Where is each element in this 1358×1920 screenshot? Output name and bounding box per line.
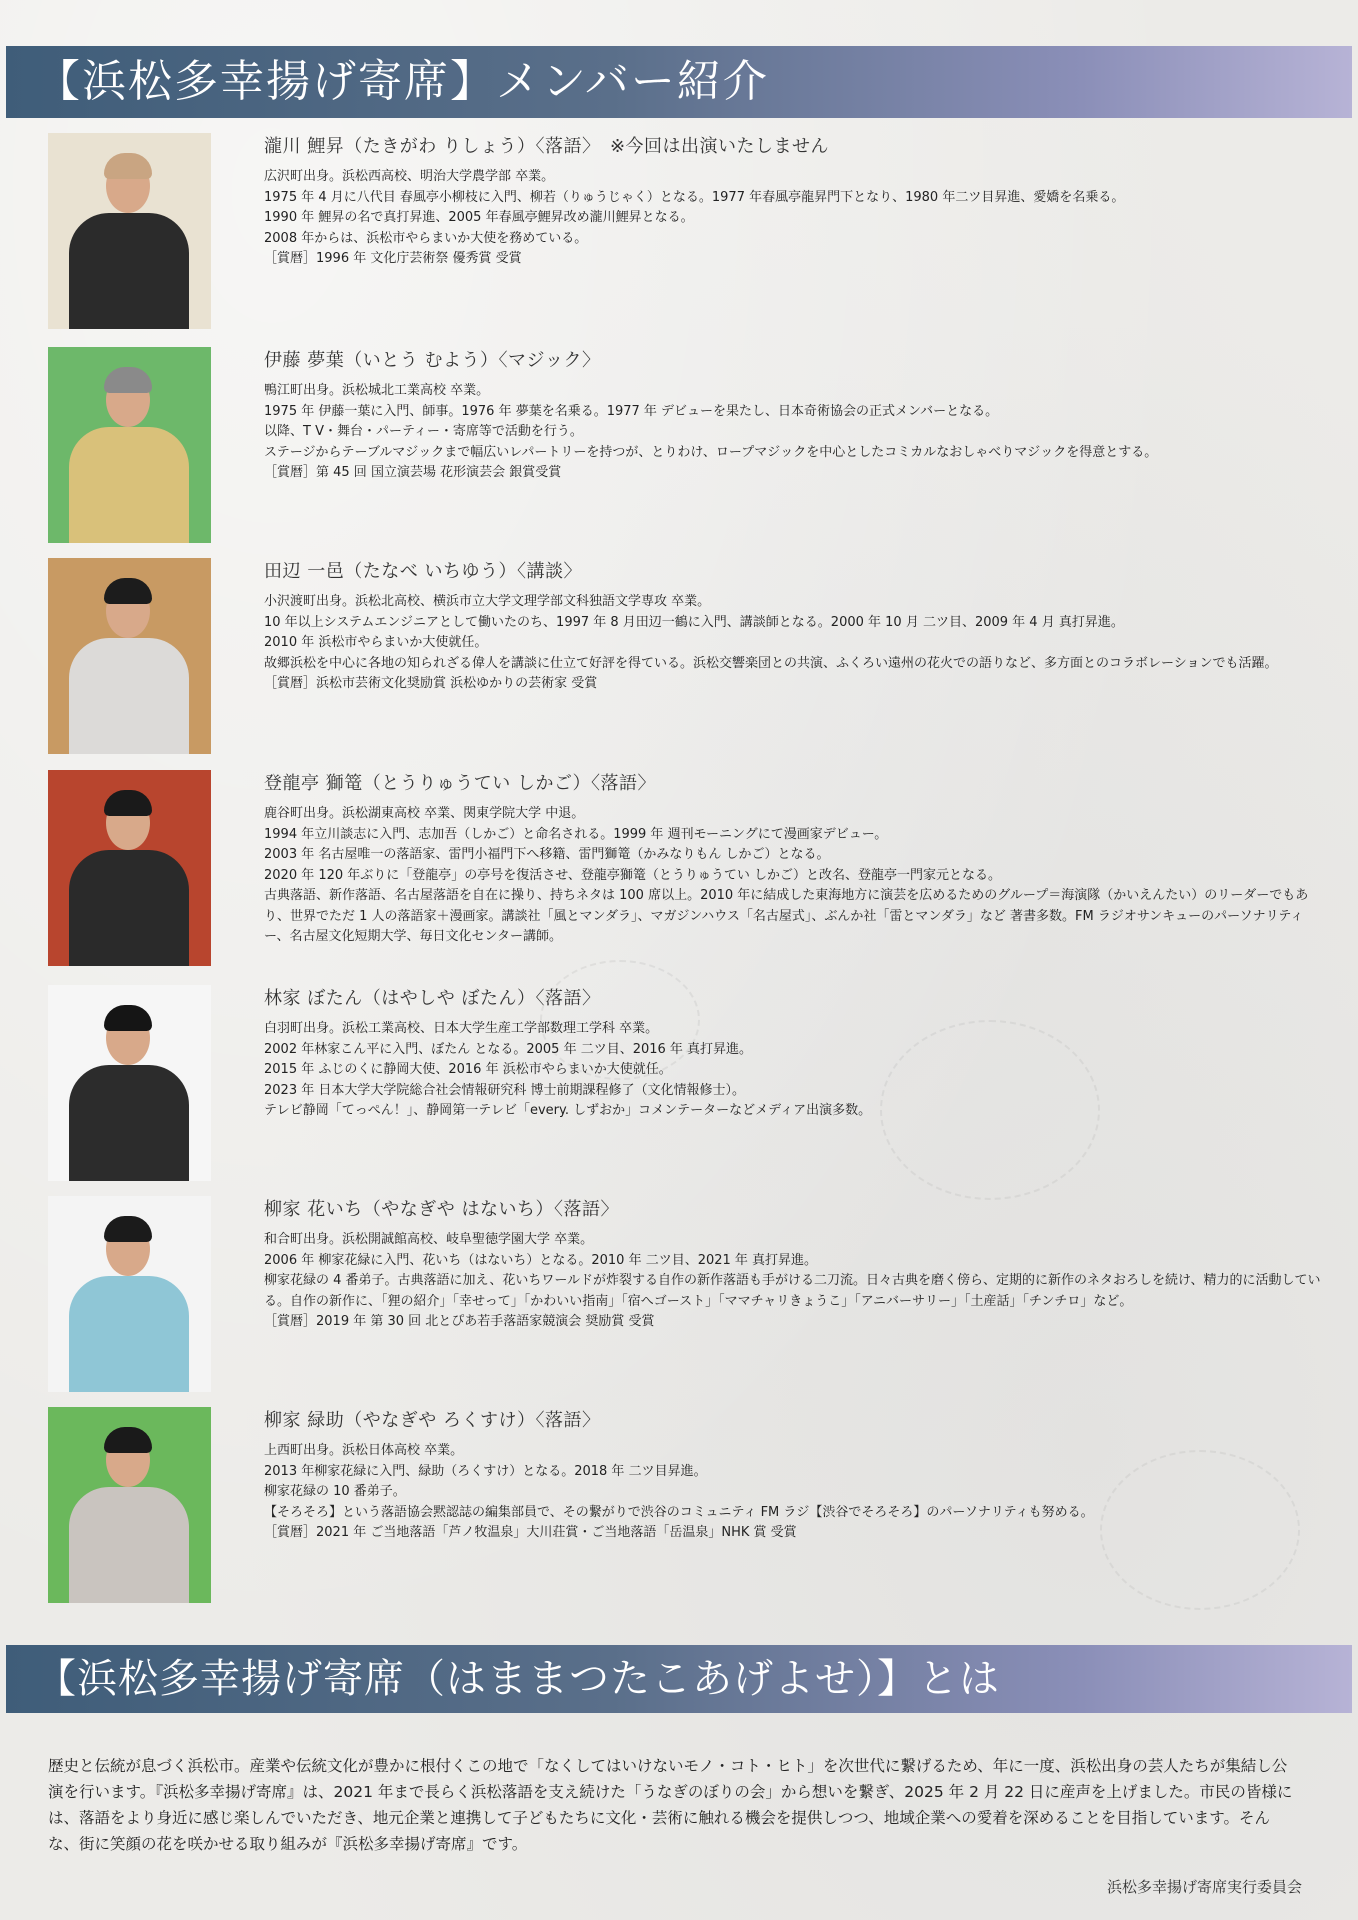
member-name: 林家 ぼたん（はやしや ぼたん）〈落語〉 <box>264 988 601 1009</box>
bio-line: 小沢渡町出身。浜松北高校、横浜市立大学文理学部文科独語文学専攻 卒業。 <box>264 594 711 609</box>
bio-line: 2020 年 120 年ぶりに「登龍亭」の亭号を復活させ、登龍亭獅篭（とうりゅうてい しかご）と改名、登龍亭一門家元となる。 <box>264 867 1002 883</box>
photo-figure-body <box>69 1065 189 1181</box>
bio-line: 上西町出身。浜松日体高校 卒業。 <box>264 1443 464 1458</box>
bio-line: 柳家花緑の 4 番弟子。古典落語に加え、花いちワールドが炸裂する自作の新作落語も手がける二刀流。日々古典を磨く傍ら、定期的に新作のネタおろしを続け、精力的に活動している。自作の新作に、「狸の紹介」「幸せって」「かわいい指南」「宿へゴースト」「ママチャリきょうこ」「アニバーサリー」「土産話」「チンチロ」など。 <box>264 1273 1321 1309</box>
member-name: 伊藤 夢葉（いとう むよう）〈マジック〉 <box>264 350 601 371</box>
bio-line: 2013 年柳家花緑に入門、緑助（ろくすけ）となる。2018 年 二ツ目昇進。 <box>264 1463 707 1479</box>
bio-line: 10 年以上システムエンジニアとして働いたのち、1997 年 8 月田辺一鶴に入門、講談師となる。2000 年 10 月 二ツ目、2009 年 4 月 真打昇進。 <box>264 614 1124 630</box>
member-info <box>264 347 1328 484</box>
section-title-members: 【浜松多幸揚げ寄席】メンバー紹介 <box>6 46 1352 118</box>
photo-figure-hair <box>104 578 152 604</box>
member-photo <box>48 347 211 543</box>
bio-line: 2002 年林家こん平に入門、ぼたん となる。2005 年 二ツ目、2016 年 真打昇進。 <box>264 1041 753 1057</box>
member-entry <box>48 770 1328 970</box>
bio-line: ［賞暦］浜松市芸術文化奨励賞 浜松ゆかりの芸術家 受賞 <box>264 676 598 691</box>
member-entry <box>48 133 1328 333</box>
bio-line: 2023 年 日本大学大学院総合社会情報研究科 博士前期課程修了（文化情報修士）。 <box>264 1082 745 1098</box>
member-entry <box>48 1407 1328 1607</box>
member-name: 田辺 一邑（たなべ いちゆう）〈講談〉 <box>264 561 582 582</box>
bio-line: 鴨江町出身。浜松城北工業高校 卒業。 <box>264 383 490 398</box>
photo-figure-hair <box>104 790 152 816</box>
member-photo <box>48 985 211 1181</box>
bio-line: 1994 年立川談志に入門、志加吾（しかご）と命名される。1999 年 週刊モーニングにて漫画家デビュー。 <box>264 826 888 842</box>
member-entry <box>48 985 1328 1185</box>
member-info <box>264 770 1328 948</box>
committee-signature: 浜松多幸揚げ寄席実行委員会 <box>1106 1878 1302 1896</box>
about-text: 歴史と伝統が息づく浜松市。産業や伝統文化が豊かに根付くこの地で「なくしてはいけないモノ・コト・ヒト」を次世代に繋げるため、年に一度、浜松出身の芸人たちが集結し公演を行います。『浜松多幸揚げ寄席』は、2021 年まで長らく浜松落語を支え続けた「うなぎのぼりの会」から想いを繋ぎ、2025 年 2 月 22 日に産声を上げました。市民の皆様には、落語をより身近に感じ楽しんでいただき、地元企業と連携して子どもたちに文化・芸術に触れる機会を提供しつつ、地域企業への愛着を深めることを目指しています。そんな、街に笑顔の花を咲かせる取り組みが『浜松多幸揚げ寄席』です。 <box>48 1757 1293 1853</box>
member-bio <box>264 1441 1328 1544</box>
member-photo <box>48 1407 211 1603</box>
bio-line: ［賞暦］第 45 回 国立演芸場 花形演芸会 銀賞受賞 <box>264 465 562 480</box>
photo-figure-body <box>69 427 189 543</box>
bio-line: 2006 年 柳家花緑に入門、花いち（はないち）となる。2010 年 二ツ目、2021 年 真打昇進。 <box>264 1252 818 1268</box>
bio-line: 以降、T V・舞台・パーティー・寄席等で活動を行う。 <box>264 424 583 439</box>
photo-figure-body <box>69 850 189 966</box>
bio-line: 【そろそろ】という落語協会黙認誌の編集部員で、その繋がりで渋谷のコミュニティ FM ラジ【渋谷でそろそろ】のパーソナリティも努める。 <box>264 1504 1094 1520</box>
member-info <box>264 558 1328 695</box>
bio-line: テレビ静岡「てっぺん！」、静岡第一テレビ「every. しずおか」コメンテーターなどメディア出演多数。 <box>264 1103 872 1118</box>
bio-line: 2008 年からは、浜松市やらまいか大使を務めている。 <box>264 230 588 246</box>
section-title-about: 【浜松多幸揚げ寄席（はままつたこあげよせ）】とは <box>6 1645 1352 1713</box>
bio-line: ［賞暦］1996 年 文化庁芸術祭 優秀賞 受賞 <box>264 251 522 266</box>
bio-line: 1975 年 4 月に八代目 春風亭小柳枝に入門、柳若（りゅうじゃく）となる。1977 年春風亭龍昇門下となり、1980 年二ツ目昇進、愛嬌を名乗る。 <box>264 189 1125 205</box>
member-bio <box>264 592 1328 695</box>
member-info <box>264 1196 1328 1333</box>
photo-figure-body <box>69 638 189 754</box>
member-name: 柳家 花いち（やなぎや はないち）〈落語〉 <box>264 1199 619 1220</box>
photo-figure-body <box>69 1487 189 1603</box>
bio-line: 1975 年 伊藤一葉に入門、師事。1976 年 夢葉を名乗る。1977 年 デビューを果たし、日本奇術協会の正式メンバーとなる。 <box>264 403 999 419</box>
bio-line: 古典落語、新作落語、名古屋落語を自在に操り、持ちネタは 100 席以上。2010 年に結成した東海地方に演芸を広めるためのグループ＝海演隊（かいえんたい）のリーダーでもあり、世界でただ 1 人の落語家＋漫画家。講談社「風とマンダラ」、マガジンハウス「名古屋式」、ぶんか社「雷とマンダラ」など 著書多数。FM ラジオサンキューのパーソナリティー、名古屋文化短期大学、毎日文化センター講師。 <box>264 888 1309 944</box>
member-name: 柳家 緑助（やなぎや ろくすけ）〈落語〉 <box>264 1410 601 1431</box>
member-photo <box>48 770 211 966</box>
member-bio <box>264 1230 1328 1333</box>
bio-line: ［賞暦］2021 年 ご当地落語「芦ノ牧温泉」大川荘賞・ご当地落語「岳温泉」NHK 賞 受賞 <box>264 1525 797 1540</box>
bio-line: 柳家花緑の 10 番弟子。 <box>264 1484 406 1499</box>
photo-figure-hair <box>104 367 152 393</box>
member-name: 瀧川 鯉昇（たきがわ りしょう）〈落語〉 ※今回は出演いたしません <box>264 136 830 157</box>
bio-line: ［賞暦］2019 年 第 30 回 北とぴあ若手落語家競演会 奨励賞 受賞 <box>264 1314 655 1329</box>
bio-line: 鹿谷町出身。浜松湖東高校 卒業、関東学院大学 中退。 <box>264 806 585 821</box>
bio-line: 広沢町出身。浜松西高校、明治大学農学部 卒業。 <box>264 169 555 184</box>
bio-line: 白羽町出身。浜松工業高校、日本大学生産工学部数理工学科 卒業。 <box>264 1021 659 1036</box>
bio-line: 2003 年 名古屋唯一の落語家、雷門小福門下へ移籍、雷門獅篭（かみなりもん しかご）となる。 <box>264 847 830 862</box>
member-info <box>264 133 1328 270</box>
photo-figure-body <box>69 213 189 329</box>
member-photo <box>48 133 211 329</box>
member-info <box>264 1407 1328 1544</box>
bio-line: 2010 年 浜松市やらまいか大使就任。 <box>264 635 488 650</box>
member-info <box>264 985 1328 1122</box>
bio-line: 故郷浜松を中心に各地の知られざる偉人を講談に仕立て好評を得ている。浜松交響楽団との共演、ふくろい遠州の花火での語りなど、多方面とのコラボレーションでも活躍。 <box>264 655 1278 671</box>
bio-line: ステージからテーブルマジックまで幅広いレパートリーを持つが、とりわけ、ロープマジックを中心としたコミカルなおしゃべりマジックを得意とする。 <box>264 444 1158 460</box>
bio-line: 1990 年 鯉昇の名で真打昇進、2005 年春風亭鯉昇改め瀧川鯉昇となる。 <box>264 210 694 225</box>
member-photo <box>48 1196 211 1392</box>
member-photo <box>48 558 211 754</box>
photo-figure-hair <box>104 1005 152 1031</box>
member-bio <box>264 1019 1328 1122</box>
member-entry <box>48 1196 1328 1396</box>
bio-line: 和合町出身。浜松開誠館高校、岐阜聖徳学園大学 卒業。 <box>264 1232 594 1247</box>
bio-line: 2015 年 ふじのくに静岡大使、2016 年 浜松市やらまいか大使就任。 <box>264 1062 672 1077</box>
member-bio <box>264 804 1328 948</box>
member-entry <box>48 558 1328 758</box>
photo-figure-hair <box>104 1427 152 1453</box>
photo-figure-hair <box>104 1216 152 1242</box>
member-bio <box>264 167 1328 270</box>
member-entry <box>48 347 1328 547</box>
photo-figure-hair <box>104 153 152 179</box>
member-bio <box>264 381 1328 484</box>
photo-figure-body <box>69 1276 189 1392</box>
member-name: 登龍亭 獅篭（とうりゅうてい しかご）〈落語〉 <box>264 773 656 794</box>
